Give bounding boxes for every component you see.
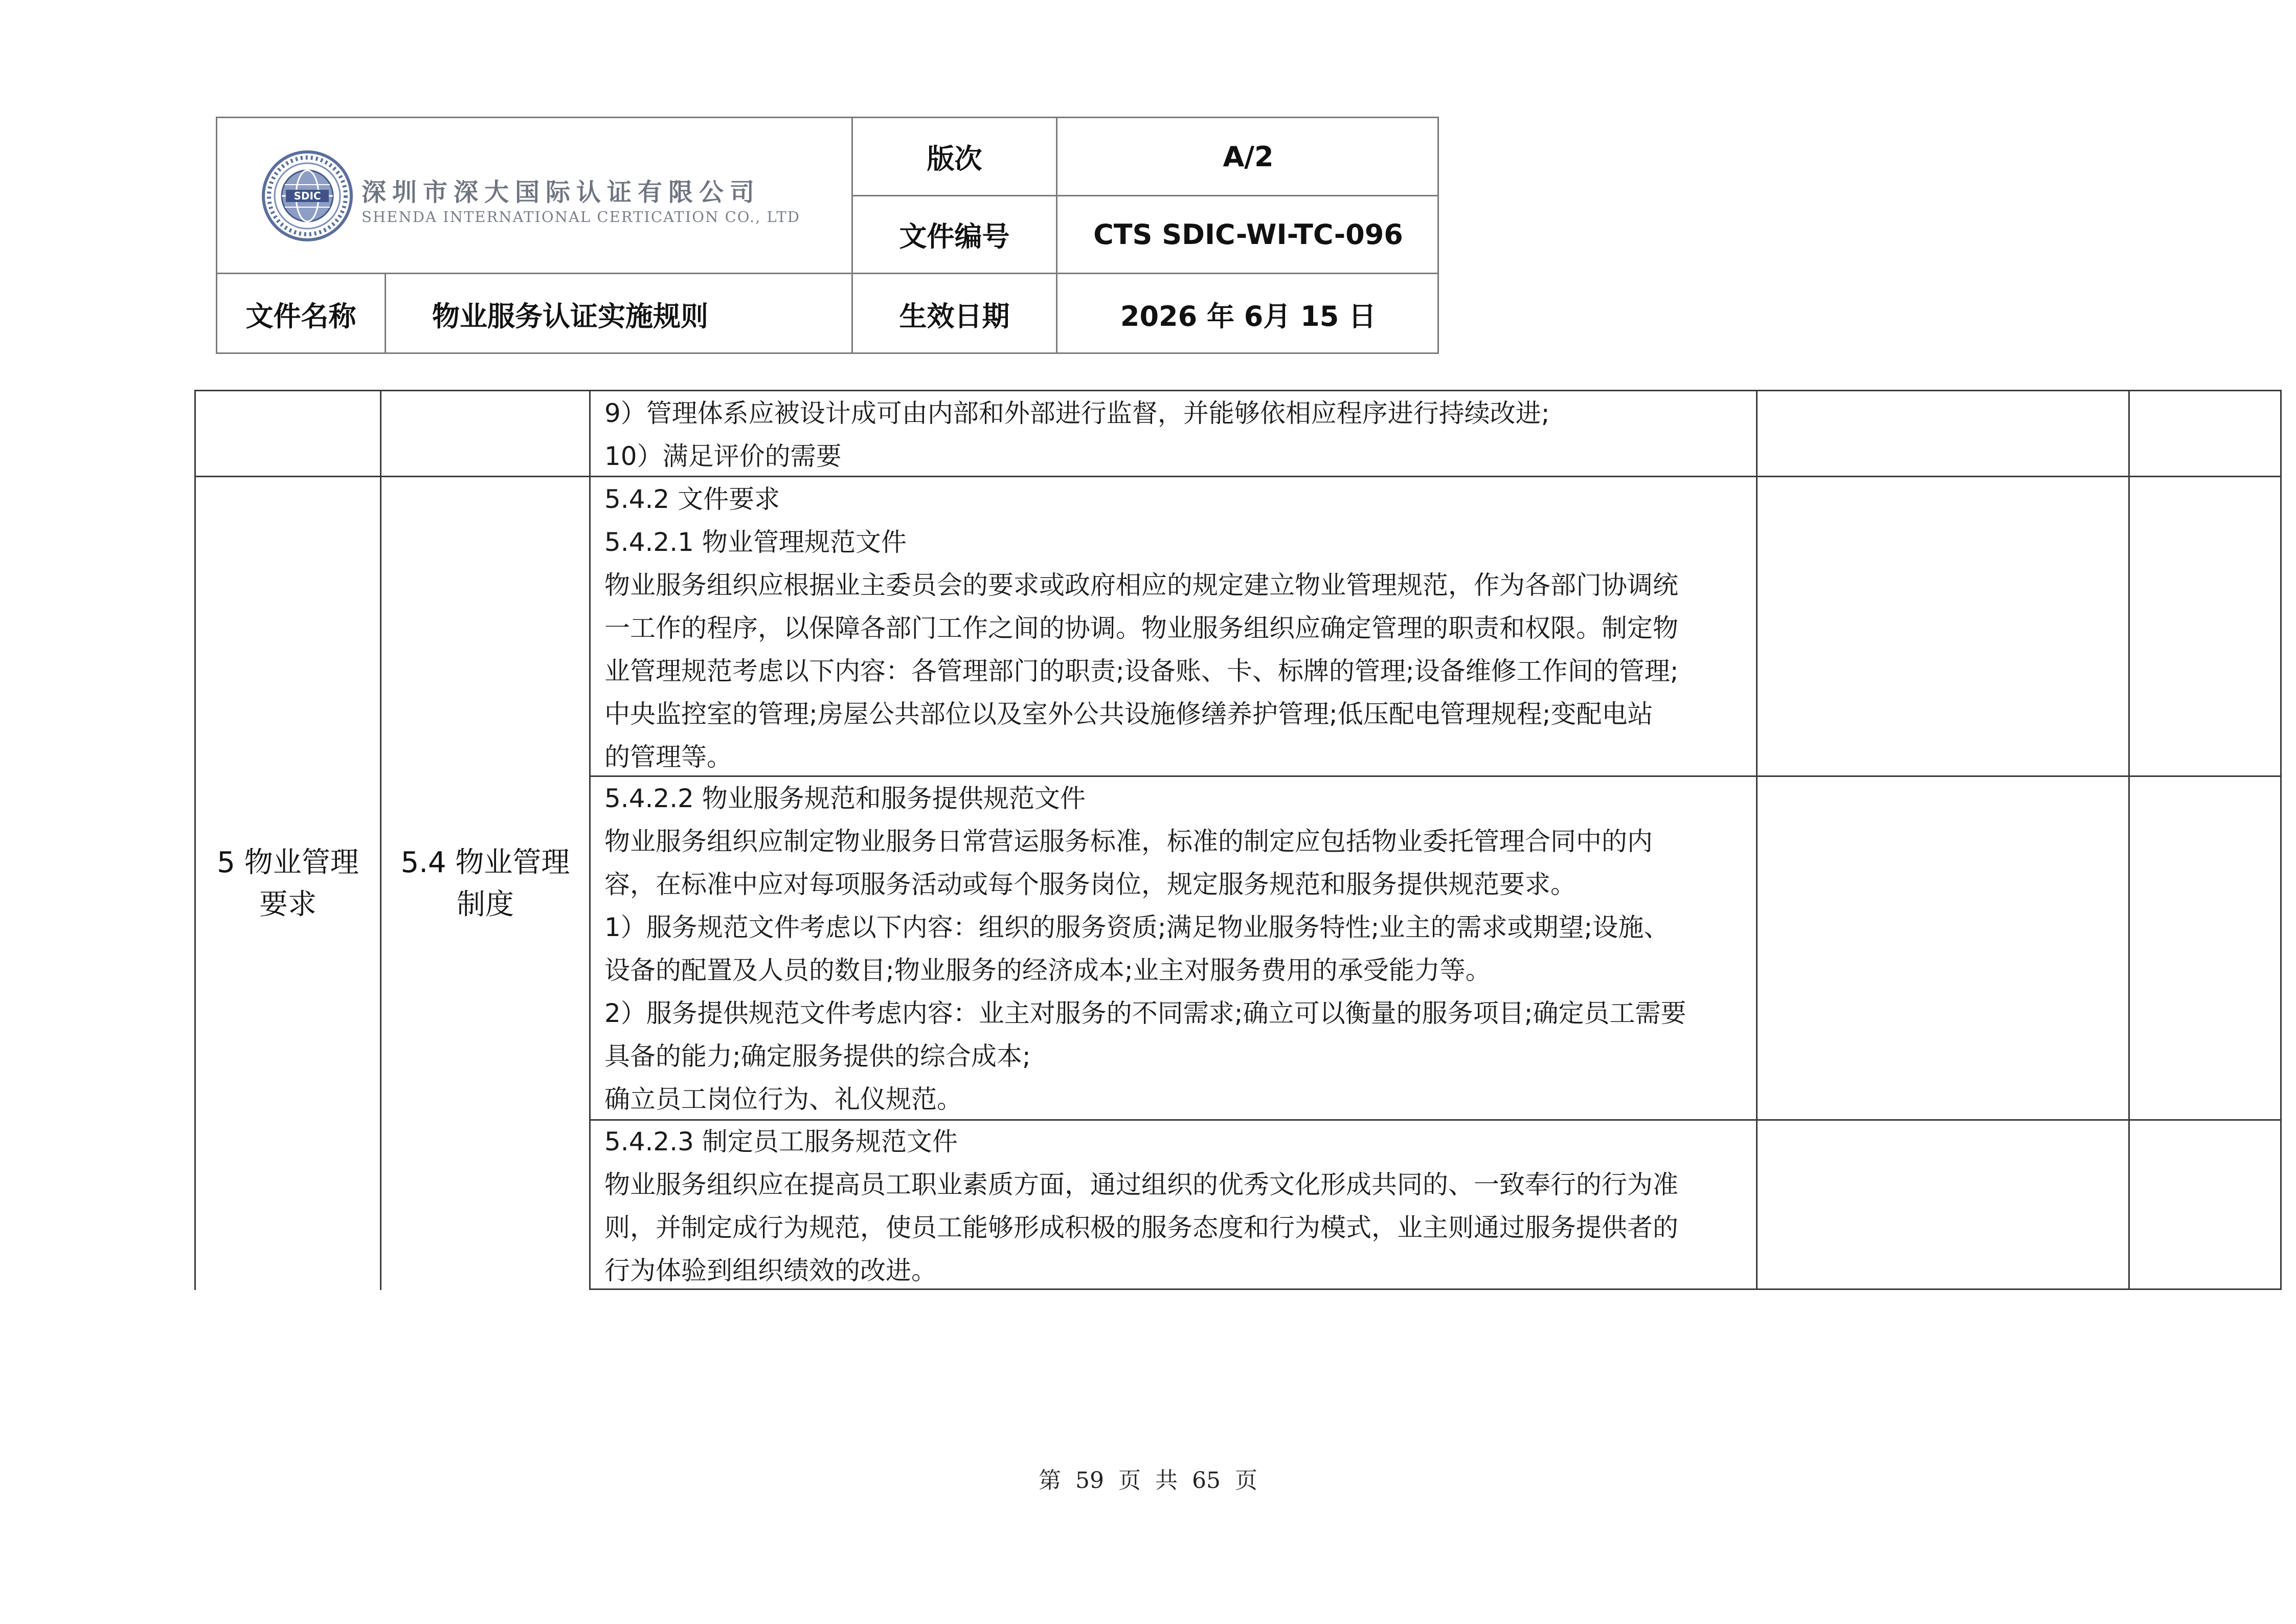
section-5-4-2-2	[604, 777, 1686, 1121]
version-value: A/2	[1223, 140, 1274, 173]
text-line: 业管理规范考虑以下内容：各管理部门的职责;设备账、卡、标牌的管理;设备维修工作间的管理;	[604, 656, 1679, 686]
text-line: 确立员工岗位行为、礼仪规范。	[604, 1084, 962, 1114]
text-line: 10）满足评价的需要	[604, 441, 842, 471]
text-line: 具备的能力;确定服务提供的综合成本;	[604, 1041, 1031, 1071]
table-rule	[2280, 390, 2282, 1290]
text-line: 5.4.2 文件要求	[604, 484, 780, 514]
table-rule	[589, 390, 591, 1290]
text-line: 行为体验到组织绩效的改进。	[604, 1256, 937, 1285]
text-line: 物业服务组织应根据业主委员会的要求或政府相应的规定建立物业管理规范，作为各部门协调统	[604, 570, 1678, 600]
doc-number-label: 文件编号	[899, 220, 1010, 253]
page-number: 第 59 页 共 65 页	[1039, 1467, 1257, 1494]
section-5-4-2-1	[604, 478, 1679, 778]
text-line: 要求	[259, 887, 317, 921]
text-line: 1）服务规范文件考虑以下内容：组织的服务资质;满足物业服务特性;业主的需求或期望;设施、	[604, 913, 1670, 942]
doc-name-value: 物业服务认证实施规则	[432, 300, 708, 332]
text-line: 的管理等。	[604, 742, 732, 772]
svg-text:SDIC: SDIC	[294, 190, 321, 202]
company-seal-icon	[261, 150, 353, 242]
version-label: 版次	[927, 142, 982, 175]
doc-name-label: 文件名称	[245, 300, 356, 332]
effective-date-value: 2026 年 6月 15 日	[1120, 300, 1377, 332]
text-line: 一工作的程序，以保障各部门工作之间的协调。物业服务组织应确定管理的职责和权限。制定物	[604, 613, 1678, 643]
clause-5-4-label	[381, 477, 589, 1290]
text-line: 制度	[457, 887, 514, 921]
text-line: 设备的配置及人员的数目;物业服务的经济成本;业主对服务费用的承受能力等。	[604, 955, 1491, 985]
company-name-cn: 深圳市深大国际认证有限公司	[362, 178, 761, 207]
text-line: 中央监控室的管理;房屋公共部位以及室外公共设施修缮养护管理;低压配电管理规程;变配电站	[604, 699, 1653, 729]
text-line: 物业服务组织应在提高员工职业素质方面，通过组织的优秀文化形成共同的、一致奉行的行为准	[604, 1170, 1678, 1199]
text-line: 物业服务组织应制定物业服务日常营运服务标准，标准的制定应包括物业委托管理合同中的内	[604, 827, 1653, 856]
table-rule	[194, 390, 2282, 391]
text-line: 5 物业管理	[217, 846, 359, 879]
table-rule	[1756, 390, 1758, 1290]
text-line: 5.4.2.1 物业管理规范文件	[604, 527, 907, 557]
text-line: 5.4 物业管理	[400, 846, 570, 879]
text-line: 则，并制定成行为规范，使员工能够形成积极的服务态度和行为模式，业主则通过服务提供者的	[604, 1213, 1678, 1242]
text-line: 2）服务提供规范文件考虑内容：业主对服务的不同需求;确立可以衡量的服务项目;确定员工需要	[604, 998, 1686, 1028]
document-header	[216, 117, 1439, 354]
section-5-4-2-3	[604, 1120, 1678, 1292]
text-line: 容，在标准中应对每项服务活动或每个服务岗位，规定服务规范和服务提供规范要求。	[604, 870, 1576, 899]
text-line: 5.4.2.3 制定员工服务规范文件	[604, 1127, 958, 1156]
continued-requirements	[604, 392, 1550, 478]
doc-number-value: CTS SDIC-WI-TC-096	[1093, 218, 1403, 251]
effective-date-label: 生效日期	[899, 300, 1010, 332]
table-rule	[2128, 390, 2130, 1290]
company-name-en: SHENDA INTERNATIONAL CERTICATION CO., LTD	[362, 208, 800, 226]
text-line: 9）管理体系应被设计成可由内部和外部进行监督，并能够依相应程序进行持续改进;	[604, 398, 1550, 428]
company-logo	[261, 150, 814, 247]
clause-5-label	[196, 477, 380, 1290]
text-line: 5.4.2.2 物业服务规范和服务提供规范文件	[604, 784, 1086, 813]
requirements-table	[194, 390, 2282, 1290]
